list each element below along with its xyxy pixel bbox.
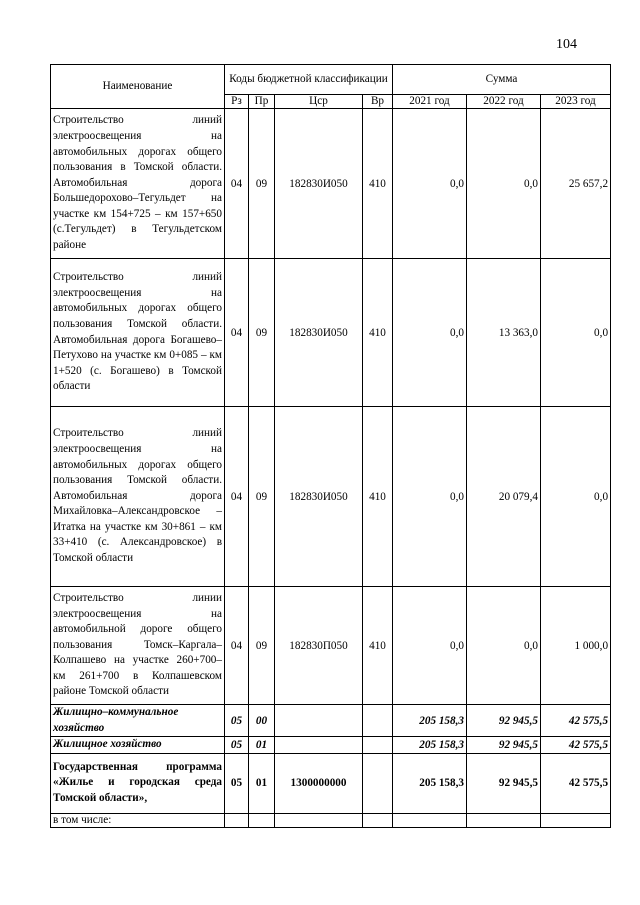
row-vr: 410 (363, 259, 393, 407)
row-2021: 0,0 (393, 587, 467, 705)
table-row (51, 407, 611, 587)
row-2023: 0,0 (541, 407, 611, 587)
row-name: Жилищное хозяйство (51, 737, 225, 754)
row-csr (275, 705, 363, 737)
row-rz (225, 813, 249, 827)
row-pr: 01 (249, 753, 275, 813)
row-2023: 1 000,0 (541, 587, 611, 705)
row-name: Государственная программа «Жилье и городская среда Томской области», (51, 753, 225, 813)
row-csr: 182830П050 (275, 587, 363, 705)
row-name: Строительство линий электроосвещения на автомобильных дорогах общего пользования в Томской области. Автомобильная дорога Большедорохово–Тегульдет на участке км 154+725 – км 157+650 (с.Тегульдет) в Тегульдетском районе (51, 109, 225, 259)
row-2023: 42 575,5 (541, 753, 611, 813)
budget-table (50, 64, 611, 828)
row-2021: 205 158,3 (393, 737, 467, 754)
row-2022: 0,0 (467, 109, 541, 259)
row-2021: 0,0 (393, 109, 467, 259)
row-2023 (541, 813, 611, 827)
table-row (51, 587, 611, 705)
header-2023: 2023 год (541, 95, 611, 109)
row-csr: 182830И050 (275, 109, 363, 259)
row-pr: 01 (249, 737, 275, 754)
row-rz: 04 (225, 259, 249, 407)
header-sum: Сумма (393, 65, 611, 95)
row-pr: 09 (249, 109, 275, 259)
row-2022: 92 945,5 (467, 705, 541, 737)
header-pr: Пр (249, 95, 275, 109)
row-vr (363, 813, 393, 827)
header-2022: 2022 год (467, 95, 541, 109)
row-rz: 04 (225, 407, 249, 587)
row-2022: 0,0 (467, 587, 541, 705)
row-2021: 0,0 (393, 259, 467, 407)
table-row (51, 109, 611, 259)
header-2021: 2021 год (393, 95, 467, 109)
header-name: Наименование (51, 65, 225, 109)
row-2021: 205 158,3 (393, 705, 467, 737)
row-name: Строительство линий электроосвещения на автомобильных дорогах общего пользования Томской области. Автомобильная дорога Богашево–Петухово на участке км 0+085 – км 1+520 (с. Богашево) в Томской области (51, 259, 225, 407)
row-csr: 182830И050 (275, 407, 363, 587)
row-2022: 13 363,0 (467, 259, 541, 407)
row-pr (249, 813, 275, 827)
header-csr: Цср (275, 95, 363, 109)
row-pr: 09 (249, 407, 275, 587)
row-rz: 04 (225, 109, 249, 259)
row-csr: 1300000000 (275, 753, 363, 813)
row-2021: 205 158,3 (393, 753, 467, 813)
row-2022: 92 945,5 (467, 737, 541, 754)
table-row (51, 753, 611, 813)
row-pr: 09 (249, 259, 275, 407)
header-codes: Коды бюджетной классификации (225, 65, 393, 95)
table-row (51, 737, 611, 754)
row-rz: 04 (225, 587, 249, 705)
row-csr (275, 737, 363, 754)
row-vr (363, 705, 393, 737)
row-2021: 0,0 (393, 407, 467, 587)
row-pr: 09 (249, 587, 275, 705)
row-2023: 42 575,5 (541, 705, 611, 737)
table-row (51, 259, 611, 407)
row-2021 (393, 813, 467, 827)
row-2023: 0,0 (541, 259, 611, 407)
row-vr: 410 (363, 109, 393, 259)
header-rz: Рз (225, 95, 249, 109)
row-vr: 410 (363, 407, 393, 587)
row-2022: 20 079,4 (467, 407, 541, 587)
row-vr (363, 753, 393, 813)
row-name: Строительство линии электроосвещения на автомобильной дороге общего пользования Томск–Каргала–Колпашево на участке 260+700– км 261+700 в Колпашевском районе Томской области (51, 587, 225, 705)
row-2022: 92 945,5 (467, 753, 541, 813)
row-pr: 00 (249, 705, 275, 737)
row-rz: 05 (225, 753, 249, 813)
row-csr (275, 813, 363, 827)
row-csr: 182830И050 (275, 259, 363, 407)
row-2022 (467, 813, 541, 827)
table-row (51, 813, 611, 827)
row-vr (363, 737, 393, 754)
row-2023: 25 657,2 (541, 109, 611, 259)
row-2023: 42 575,5 (541, 737, 611, 754)
row-rz: 05 (225, 737, 249, 754)
row-vr: 410 (363, 587, 393, 705)
page-number: 104 (556, 37, 577, 52)
row-rz: 05 (225, 705, 249, 737)
table-row (51, 705, 611, 737)
header-vr: Вр (363, 95, 393, 109)
row-name: в том числе: (51, 813, 225, 827)
row-name: Жилищно–коммунальное хозяйство (51, 705, 225, 737)
row-name: Строительство линий электроосвещения на автомобильных дорогах общего пользования Томской области. Автомобильная дорога Михайловка–Александровское – Итатка на участке км 30+861 – км 33+410 (с. Александровское) в Томской области (51, 407, 225, 587)
